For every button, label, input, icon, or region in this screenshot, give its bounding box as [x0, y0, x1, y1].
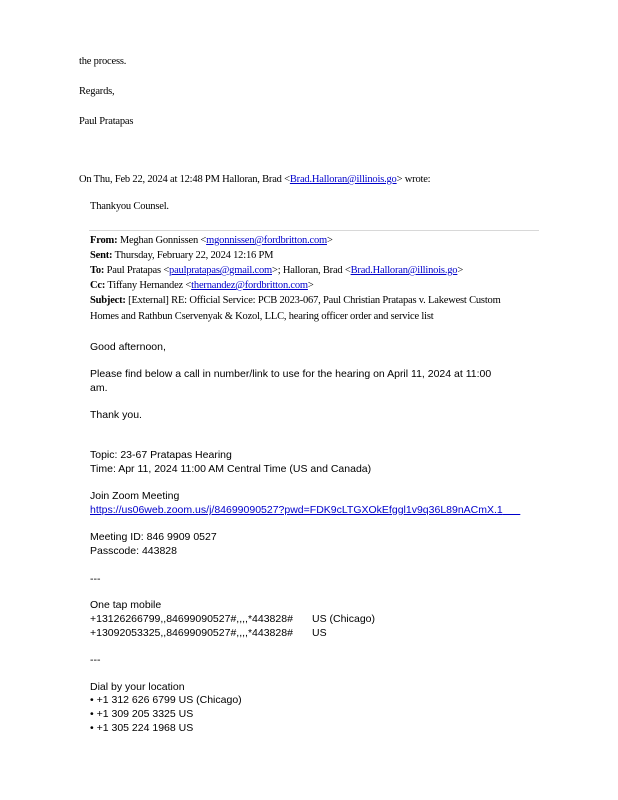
reply-signature: Paul Pratapas [79, 116, 134, 127]
cc-close: > [307, 280, 314, 291]
dial-number-1: • +1 312 626 6799 US (Chicago) [90, 694, 242, 706]
header-sent-row [90, 250, 273, 261]
to-label: To: [90, 265, 105, 276]
meeting-id: Meeting ID: 846 9909 0527 [90, 531, 217, 543]
from-label: From: [90, 235, 118, 246]
sent-value: Thursday, February 22, 2024 12:16 PM [114, 250, 274, 261]
subject-line-2: Homes and Rathbun Cservenyak & Kozol, LLC, hearing officer order and service list [90, 311, 434, 322]
separator-2: --- [90, 654, 101, 666]
from-email-link[interactable]: mgonnissen@fordbritton.com [206, 235, 327, 246]
body-para1-line1: Please find below a call in number/link to use for the hearing on April 11, 2024 at 11:00 [90, 368, 492, 380]
tap-location-1: US (Chicago) [312, 613, 376, 625]
meeting-time: Time: Apr 11, 2024 11:00 AM Central Time (US and Canada) [90, 463, 372, 475]
cc-label: Cc: [90, 280, 106, 291]
body-para1-line2: am. [90, 382, 108, 394]
reply-line-process: the process. [79, 56, 127, 67]
tap-number-1: +13126266799,,84699090527#,,,,*443828# [90, 613, 293, 625]
dial-label: Dial by your location [90, 681, 185, 693]
meeting-passcode: Passcode: 443828 [90, 545, 177, 557]
cc-name: Tiffany Hernandez < [107, 280, 192, 291]
body-thanks: Thank you. [90, 409, 142, 421]
one-tap-row-1 [90, 613, 376, 625]
subject-line-1: [External] RE: Official Service: PCB 2023-067, Paul Christian Pratapas v. Lakewest Custom [128, 295, 501, 306]
one-tap-label: One tap mobile [90, 599, 162, 611]
from-name: Meghan Gonnissen < [119, 235, 207, 246]
separator-1: --- [90, 573, 101, 585]
dial-number-3: • +1 305 224 1968 US [90, 722, 194, 734]
body-greeting: Good afternoon, [90, 341, 166, 353]
header-from-row [90, 235, 333, 246]
to-close: > [457, 265, 464, 276]
header-subject-row [90, 295, 501, 306]
quote-attribution [79, 174, 430, 185]
meeting-topic: Topic: 23-67 Pratapas Hearing [90, 449, 232, 461]
zoom-meeting-link[interactable]: https://us06web.zoom.us/j/84699090527?pwd=FDK9cLTGXOkEfggl1v9q36L89nACmX.1 [90, 504, 503, 516]
cc-email-link[interactable]: thernandez@fordbritton.com [191, 280, 308, 291]
subject-label: Subject: [90, 295, 126, 306]
dial-number-2: • +1 309 205 3325 US [90, 708, 194, 720]
quoted-thanks: Thankyou Counsel. [90, 201, 169, 212]
tap-number-2: +13092053325,,84699090527#,,,,*443828# [90, 627, 293, 639]
to-email-link-1[interactable]: paulpratapas@gmail.com [169, 265, 272, 276]
one-tap-row-2 [90, 627, 327, 639]
to-mid: >; Halloran, Brad < [272, 265, 351, 276]
header-to-row [90, 265, 463, 276]
attribution-email-link[interactable]: Brad.Halloran@illinois.go [289, 174, 397, 185]
tap-location-2: US [312, 627, 327, 639]
join-zoom-row [90, 504, 520, 516]
to-email-link-2[interactable]: Brad.Halloran@illinois.go [350, 265, 458, 276]
sent-label: Sent: [90, 250, 113, 261]
from-close: > [326, 235, 333, 246]
zoom-link-trailing-space[interactable] [503, 504, 521, 516]
header-divider [89, 230, 539, 231]
reply-regards: Regards, [79, 86, 115, 97]
attribution-suffix: > wrote: [396, 174, 431, 185]
join-zoom-label: Join Zoom Meeting [90, 490, 180, 502]
attribution-prefix: On Thu, Feb 22, 2024 at 12:48 PM Halloran, Brad < [79, 174, 290, 185]
header-cc-row [90, 280, 314, 291]
to-name-1: Paul Pratapas < [106, 265, 170, 276]
